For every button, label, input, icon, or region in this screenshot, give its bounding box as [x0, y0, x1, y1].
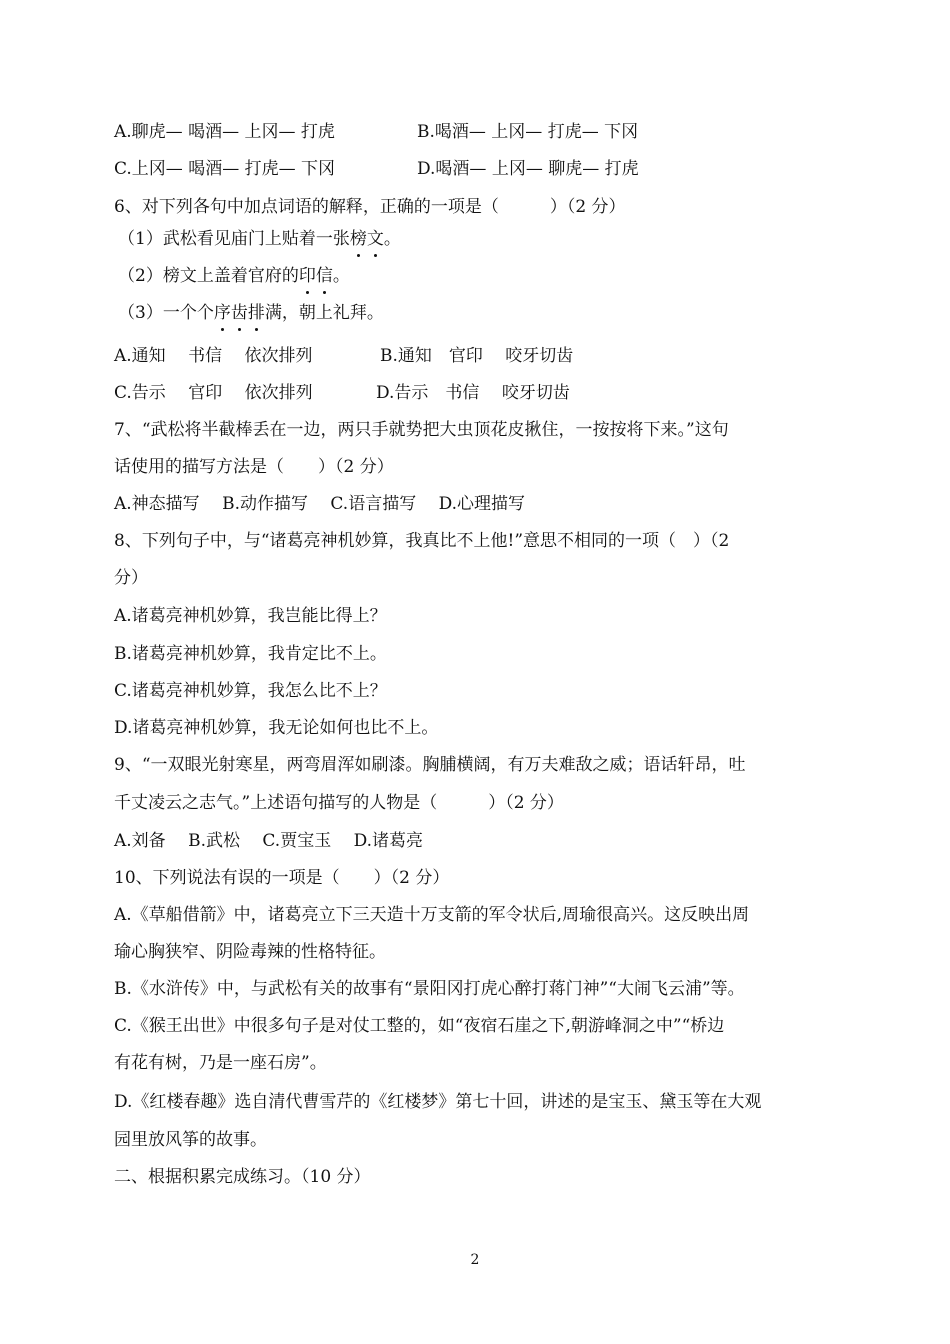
- q6-option-d: D.告示 书信 咬牙切齿: [376, 383, 570, 403]
- q7-options: A.神态描写 B.动作描写 C.语言描写 D.心理描写: [114, 494, 526, 514]
- q10-option-a-line-2: 瑜心胸狭窄、阴险毒辣的性格特征。: [114, 942, 386, 962]
- q7-stem-line-2: 话使用的描写方法是（ ）（2 分）: [114, 457, 394, 477]
- q6-s3-dotted-char: 齿: [230, 303, 248, 323]
- q6-s1-post: 。: [383, 229, 401, 249]
- q9-stem-line-1: 9、“一双眼光射寒星，两弯眉浑如刷漆。胸脯横阔，有万夫难敌之威；语话轩昂，吐: [114, 755, 746, 775]
- q6-option-a: A.通知 书信 依次排列: [114, 346, 313, 366]
- q10-option-a-line-1: A.《草船借箭》中，诸葛亮立下三天造十万支箭的军令状后,周瑜很高兴。这反映出周: [114, 905, 750, 925]
- q6-s2-post: 。: [332, 266, 350, 286]
- q6-options-row-2: [114, 381, 570, 405]
- q6-s2-dotted-char: 信: [315, 266, 333, 286]
- q6-s1-dotted-char: 榜: [349, 229, 367, 249]
- q6-s3-dotted-char: 排: [247, 303, 265, 323]
- q6-options-row-1: [114, 344, 573, 368]
- q10-option-c-line-1: C.《猴王出世》中很多句子是对仗工整的，如“夜宿石崖之下,朝游峰洞之中”“桥边: [114, 1016, 725, 1036]
- q6-sentence-2: [118, 264, 350, 288]
- q6-s3-pre: （3）一个个: [118, 303, 214, 323]
- q6-s3-post: 满，朝上礼拜。: [264, 303, 384, 323]
- q8-stem-line-1: 8、下列句子中，与“诸葛亮神机妙算，我真比不上他!”意思不相同的一项（ ）（2: [114, 531, 730, 551]
- q10-option-c-line-2: 有花有树，乃是一座石房”。: [114, 1053, 327, 1073]
- q6-s2-pre: （2）榜文上盖着官府的: [118, 266, 299, 286]
- q5-option-a: A.聊虎— 喝酒— 上冈— 打虎: [114, 122, 335, 142]
- q6-option-c: C.告示 官印 依次排列: [114, 383, 313, 403]
- q5-option-d: D.喝酒— 上冈— 聊虎— 打虎: [417, 159, 639, 179]
- q9-options: A.刘备 B.武松 C.贾宝玉 D.诸葛亮: [114, 831, 424, 851]
- q10-option-d-line-1: D.《红楼春趣》选自清代曹雪芹的《红楼梦》第七十回，讲述的是宝玉、黛玉等在大观: [114, 1092, 762, 1112]
- section-2-heading: 二、根据积累完成练习。（10 分）: [114, 1167, 371, 1187]
- q10-stem: 10、下列说法有误的一项是（ ）（2 分）: [114, 868, 450, 888]
- q5-options-row-1: [114, 120, 638, 144]
- q6-stem: 6、对下列各句中加点词语的解释，正确的一项是（ ）（2 分）: [114, 197, 626, 217]
- q6-s3-dotted-word: [214, 303, 265, 323]
- q5-option-b: B.喝酒— 上冈— 打虎— 下冈: [417, 122, 639, 142]
- q8-option-d: D.诸葛亮神机妙算，我无论如何也比不上。: [114, 718, 439, 738]
- q10-option-d-line-2: 园里放风筝的故事。: [114, 1130, 267, 1150]
- q6-s1-dotted-word: [350, 229, 384, 249]
- q6-s2-dotted-char: 印: [298, 266, 316, 286]
- q6-s1-pre: （1）武松看见庙门上贴着一张: [118, 229, 350, 249]
- q5-options-row-2: [114, 157, 639, 181]
- q8-stem-line-2: 分）: [114, 568, 148, 588]
- q8-option-c: C.诸葛亮神机妙算，我怎么比不上？: [114, 681, 387, 701]
- q9-stem-line-2: 千丈凌云之志气。”上述语句描写的人物是（ ）（2 分）: [114, 793, 564, 813]
- q8-option-a: A.诸葛亮神机妙算，我岂能比得上？: [114, 606, 387, 626]
- q6-sentence-1: [118, 227, 401, 251]
- q6-s1-dotted-char: 文: [366, 229, 384, 249]
- q6-sentence-3: [118, 301, 384, 325]
- q7-stem-line-1: 7、“武松将半截棒丢在一边，两只手就势把大虫顶花皮揪住，一按按将下来。”这句: [114, 420, 729, 440]
- q6-option-b: B.通知 官印 咬牙切齿: [380, 346, 574, 366]
- q6-s3-dotted-char: 序: [213, 303, 231, 323]
- q6-s2-dotted-word: [299, 266, 333, 286]
- q5-option-c: C.上冈— 喝酒— 打虎— 下冈: [114, 159, 336, 179]
- page-number: 2: [470, 1252, 480, 1268]
- q8-option-b: B.诸葛亮神机妙算，我肯定比不上。: [114, 644, 387, 664]
- q10-option-b: B.《水浒传》中，与武松有关的故事有“景阳冈打虎心醉打蒋门神”“大闹飞云浦”等。: [114, 979, 745, 999]
